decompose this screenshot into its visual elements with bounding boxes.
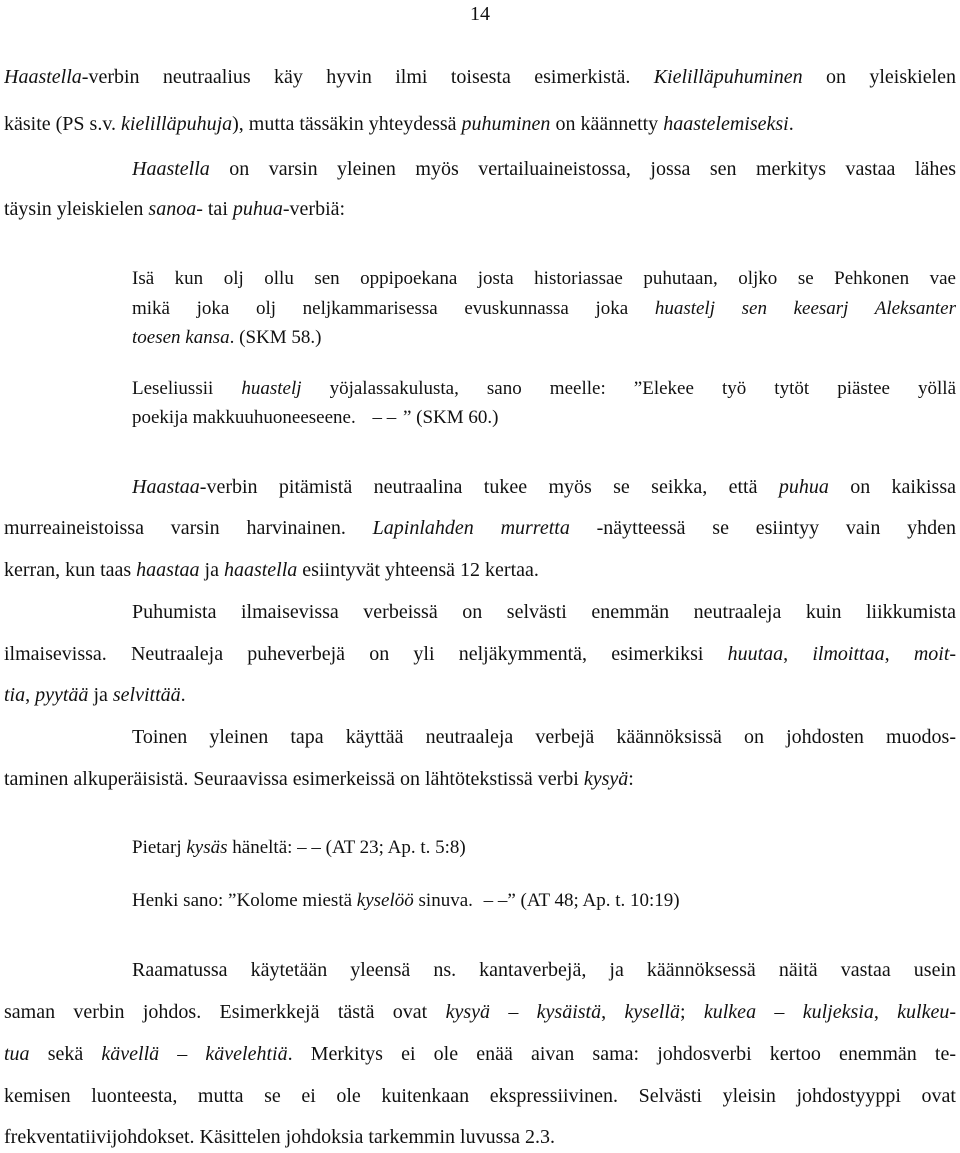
text-italic: huastelj sen keesarj Aleksanter — [654, 298, 956, 319]
paragraph-4-line-1 — [132, 600, 956, 624]
paragraph-2-line-2 — [4, 197, 956, 221]
text-italic: kysellä — [624, 1001, 680, 1023]
text-italic: kysäs — [186, 837, 228, 858]
text-italic: kielilläpuhuja — [121, 113, 233, 135]
paragraph-6-line-5 — [4, 1125, 956, 1149]
text-italic: tua — [4, 1043, 30, 1065]
text-italic: huastelj — [241, 378, 302, 399]
text: Raamatussa käytetään yleensä ns. kantaverbejä, ja käännöksessä näitä vastaa usein — [132, 959, 956, 981]
text: sinuva. — [413, 890, 478, 911]
text: - tai — [196, 198, 233, 220]
text: – — [490, 1001, 537, 1023]
text: , — [783, 643, 813, 665]
text: on käännetty — [550, 113, 664, 135]
ellipsis-dashes: – – — [372, 407, 397, 428]
text: häneltä: — [227, 837, 298, 858]
paragraph-4-line-3 — [4, 683, 956, 707]
text-italic: sanoa — [148, 198, 197, 220]
text-italic: kysäistä — [536, 1001, 602, 1023]
text-italic: puhuminen — [461, 113, 551, 135]
paragraph-2-line-1 — [132, 157, 956, 181]
quote-1-line-3 — [132, 326, 956, 350]
paragraph-5-line-1 — [132, 725, 956, 749]
paragraph-6-line-1 — [132, 958, 956, 982]
text: ja — [199, 559, 224, 581]
text-italic: kysyä — [583, 768, 629, 790]
text-italic: Kielilläpuhuminen — [653, 66, 803, 88]
paragraph-5-line-2 — [4, 767, 956, 791]
text-italic: selvittää — [112, 684, 181, 706]
text: Leseliussii — [132, 378, 242, 399]
text-italic: Haastella — [132, 158, 210, 180]
text: esiintyvät yhteensä 12 kertaa. — [297, 559, 539, 581]
text-italic: kulkea — [703, 1001, 757, 1023]
text: , — [873, 1001, 898, 1023]
text: Henki sano: ”Kolome miestä — [132, 890, 357, 911]
text: ), mutta tässäkin yhteydessä — [232, 113, 462, 135]
text: saman verbin johdos. Esimerkkejä tästä ovat — [4, 1001, 446, 1023]
text-italic: ilmoittaa — [812, 643, 885, 665]
text: ; — [679, 1001, 704, 1023]
text: . — [180, 684, 186, 706]
text-italic: kuljeksia — [802, 1001, 874, 1023]
text: ja — [88, 684, 113, 706]
text: -näytteessä se esiintyy vain yhden — [569, 517, 956, 539]
text: sekä — [29, 1043, 102, 1065]
text: on yleiskielen — [802, 66, 956, 88]
text: Isä kun olj ollu sen oppipoekana josta historiassae puhutaan, oljko se Pehkonen vae — [132, 268, 956, 289]
text: , — [884, 643, 914, 665]
text: . Merkitys ei ole enää aivan sama: johdosverbi kertoo enemmän te- — [287, 1043, 956, 1065]
paragraph-6-line-3 — [4, 1042, 956, 1066]
paragraph-3-line-2 — [4, 516, 956, 540]
text: . — [788, 113, 794, 135]
text-italic: huutaa — [727, 643, 784, 665]
paragraph-3-line-3 — [4, 558, 956, 582]
text: täysin yleiskielen — [4, 198, 149, 220]
paragraph-6-line-2 — [4, 1000, 956, 1024]
quote-2-line-2 — [132, 406, 956, 430]
text-italic: kulkeu- — [897, 1001, 956, 1023]
text: : — [628, 768, 634, 790]
text: , — [601, 1001, 625, 1023]
text-italic: Haastaa — [132, 476, 200, 498]
text: -verbin neutraalius käy hyvin ilmi toisesta esimerkistä. — [81, 66, 654, 88]
ellipsis-dashes: – – — [483, 890, 508, 911]
text-italic: puhua — [232, 198, 283, 220]
text-italic: moit- — [913, 643, 956, 665]
text: ” (AT 48; Ap. t. 10:19) — [507, 890, 680, 911]
text: kemisen luonteesta, mutta se ei ole kuitenkaan ekspressiivinen. Selvästi yleisin johdostyyppi ovat — [4, 1085, 956, 1107]
text: on varsin yleinen myös vertailuaineistossa, jossa sen merkitys vastaa lähes — [209, 158, 956, 180]
text: – — [756, 1001, 803, 1023]
text: mikä joka olj neljkammarisessa evuskunnassa joka — [132, 298, 655, 319]
quote-4 — [132, 889, 956, 913]
quote-2-line-1 — [132, 377, 956, 401]
text-italic: haastelemiseksi — [663, 113, 789, 135]
paragraph-6-line-4 — [4, 1084, 956, 1108]
text-italic: puhua — [778, 476, 829, 498]
text-italic: haastaa — [136, 559, 200, 581]
text: murreaineistoissa varsin harvinainen. — [4, 517, 373, 539]
page-number: 14 — [470, 3, 490, 25]
text: ilmaisevissa. Neutraaleja puheverbejä on yli neljäkymmentä, esimerkiksi — [4, 643, 728, 665]
text-italic: pyytää — [35, 684, 89, 706]
text: frekventatiivijohdokset. Käsittelen johdoksia tarkemmin luvussa 2.3. — [4, 1126, 556, 1148]
text: , — [25, 684, 36, 706]
paragraph-4-line-2 — [4, 642, 956, 666]
text-italic: haastella — [223, 559, 298, 581]
text: on kaikissa — [828, 476, 956, 498]
ellipsis-dashes: – – — [297, 837, 321, 858]
text-italic: tia — [4, 684, 26, 706]
text: taminen alkuperäisistä. Seuraavissa esimerkeissä on lähtötekstissä verbi — [4, 768, 584, 790]
quote-1-line-2 — [132, 297, 956, 321]
text: -verbiä: — [282, 198, 346, 220]
text: yöjalassakulusta, sano meelle: ”Elekee työ tytöt piästee yöllä — [301, 378, 956, 399]
text: . (SKM 58.) — [229, 327, 322, 348]
text: kerran, kun taas — [4, 559, 137, 581]
text: poekija makkuuhuoneeseene. — [132, 407, 356, 428]
text-italic: kävelehtiä — [205, 1043, 288, 1065]
text-italic: Haastella — [4, 66, 82, 88]
paragraph-3-line-1 — [132, 475, 956, 499]
text: Puhumista ilmaisevissa verbeissä on selvästi enemmän neutraaleja kuin liikkumista — [132, 601, 956, 623]
paragraph-1-line-2 — [4, 112, 956, 136]
text-italic: kysyä — [445, 1001, 490, 1023]
text-italic: kävellä — [101, 1043, 160, 1065]
text: – — [159, 1043, 206, 1065]
paragraph-1-line-1 — [4, 65, 956, 89]
quote-1-line-1 — [132, 267, 956, 291]
quote-3 — [132, 836, 956, 860]
text: (AT 23; Ap. t. 5:8) — [320, 837, 466, 858]
text-italic: Lapinlahden murretta — [372, 517, 570, 539]
text-italic: kyselöö — [356, 890, 414, 911]
text: Pietarj — [132, 837, 187, 858]
text: -verbin pitämistä neutraalina tukee myös se seikka, että — [199, 476, 779, 498]
text-italic: toesen kansa — [132, 327, 230, 348]
text: ” (SKM 60.) — [402, 407, 499, 428]
text: Toinen yleinen tapa käyttää neutraaleja verbejä käännöksissä on johdosten muodos- — [132, 726, 956, 748]
text: käsite (PS s.v. — [4, 113, 122, 135]
